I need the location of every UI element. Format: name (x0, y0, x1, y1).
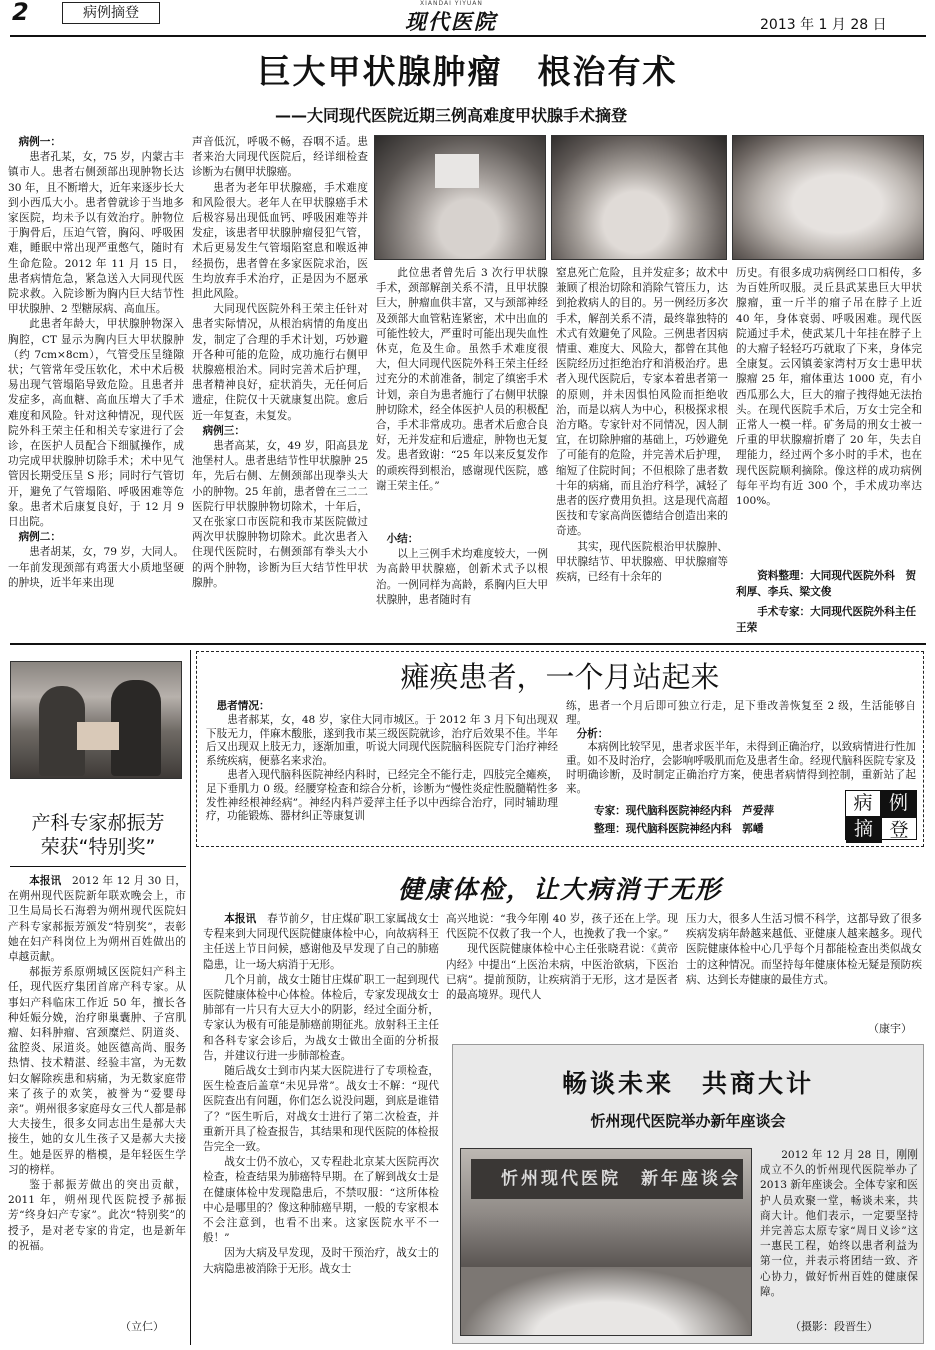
lead-column-5 (736, 266, 922, 566)
dateline: 本报讯 (29, 875, 62, 887)
forum-banner-text-2: 新年座谈会 (641, 1169, 741, 1189)
forum-body-text: 2012 年 12 月 28 日，刚刚成立不久的忻州现代医院举办了 2013 新年座谈会。全体专家和医护人员欢聚一堂，畅谈未来，共商大计。他们表示，一定要坚持并完善忘太原专家“周日义诊”这一惠民工程，始终以患者利益为第一位，并表示将团结一致、齐心协力，做好忻州百姓的健康保障。 (760, 1149, 918, 1298)
paralysis-right-column (566, 700, 916, 800)
paragraph (203, 912, 439, 973)
forum-photo (460, 1148, 752, 1336)
case-stamp-char-3: 摘 (846, 817, 881, 843)
forum-title: 畅谈未来 共商大计 (561, 1069, 814, 1098)
checkup-column-3 (686, 912, 922, 1012)
subheading: 病例二： (18, 531, 61, 544)
subheading: 病例三： (202, 424, 245, 437)
paragraph: 此位患者曾先后 3 次行甲状腺手术，颈部解剖关系不清，且甲状腺巨大，肿瘤血供丰富，又与颈部神经及颈部大血管粘连紧密，术中出血的可能性较大，严重时可能出现失血性休克，危及生命。虽然手术难度很大，但大同现代医院外科王荣主任经过充分的术前准备，制定了缜密手术计划，亲自为患者施行了右侧甲状腺肿切除术，经全体医护人员的积极配合，手术非常成功。患者术后愈合良好，无并发症和后遗症，肿物也无复发。患者致谢：“25 年以来反复发作的顽疾得到根治，感谢现代医院，感谢王荣主任。” (376, 267, 548, 492)
forum-banner-text: 忻州现代医院 (501, 1169, 621, 1189)
paragraph: 其实，现代医院根治甲状腺肿、甲状腺结节、甲状腺癌、甲状腺瘤等疾病，已经有十余年的 (556, 540, 728, 584)
paragraph: 患者为老年甲状腺癌，手术难度和风险很大。老年人在甲状腺癌手术后极容易出现低血钙、呼吸困难等并发症，该患者甲状腺肿瘤侵犯气管，术后更易发生气管塌陷窒息和喉返神经损伤，患者曾在多家医院求治，医生均放弃手术治疗，正是因为不愿承担此风险。 (192, 181, 368, 301)
checkup-column-1 (203, 912, 439, 1342)
lead-credit-1-value: 大同现代医院外科 贺利厚、李兵、梁文俊 (736, 570, 917, 598)
patient-photo-1 (374, 135, 546, 260)
section-tab (62, 2, 160, 24)
face-blur (435, 154, 479, 188)
award-title-line-1: 产科专家郝振芳 (31, 812, 165, 834)
case-stamp-char-1: 病 (846, 791, 881, 817)
paragraph: 几个月前，战女士随甘庄煤矿职工一起到现代医院健康体检中心体检。体检后，专家发现战女士肺部有一片只有大豆大小的阴影，经过全面分析，专家认为极有可能是肺癌前期征兆。放射科王主任和各科专家会诊后，为战女士做出全面的分析报告，并建议行进一步肺部检查。 (203, 973, 439, 1062)
paragraph: 患者孔某，女，75 岁，内蒙古丰镇市人。患者右侧颈部出现肿物长达 30 年，且不断增大，近年来逐步长大到小西瓜大小。患者曾就诊于当地多家医院，均未予以有效治疗。肿物位于胸骨后，压迫气管，胸闷、呼吸困难，睡眠中常出现严重憋气，随时有生命危险。2012 年 11 月 15 日，患者病情危急，紧急送入大同现代医院求救。入院诊断为胸内巨大结节性甲状腺肿、2 型糖尿病、高血压。 (8, 151, 184, 316)
forum-body (760, 1148, 918, 1313)
forum-subtitle: 忻州现代医院举办新年座谈会 (590, 1112, 786, 1130)
lead-credit-1-label: 资料整理： (757, 570, 811, 582)
paralysis-expert-label: 专家： (594, 805, 626, 817)
patient-photo-3 (732, 135, 924, 260)
paragraph: 此患者年龄大，甲状腺肿物深入胸腔，CT 显示为胸内巨大甲状腺肿（约 7cm×8cm），气管受压呈缝隙状；气管常年受压软化，术中术后极易出现气管塌陷导致危险。且患者并发症多，高血糖、高血压增大了手术难度和风险。针对这种情况，现代医院外科王荣主任和相关专家进行了会诊，在医护人员配合下细腻操作，成功完成甲状腺肿切除手术；术中见气管因长期受压呈 S 形；同时行气管切开，避免了气管塌陷、呼吸困难等危象。患者术后康复良好，于 12 月 9 日出院。 (8, 318, 184, 529)
lead-column-3 (376, 266, 548, 636)
patient-photo-2 (551, 135, 727, 260)
paragraph-text: 春节前夕，甘庄煤矿职工家属战女士专程来到大同现代医院健康体检中心，向故病科王主任送上节日问候，感谢他及早发现了自己的肺癌隐患，让一场大病消于无形。 (203, 913, 439, 971)
award-title-line-2: 荣获“特别奖” (40, 836, 156, 858)
paragraph: 练，患者一个月后即可独立行走，足下垂改善恢复至 2 级，生活能够自理。 (566, 700, 916, 726)
paragraph: 压力大，很多人生活习惯不科学，这都导致了很多疾病发病年龄越来越低、亚健康人越来越多。现代医院健康体检中心几乎每个月都能检查出类似战女士的这种情况。而坚持每年健康体检无疑是预防疾病、达到长寿健康的最佳方式。 (686, 913, 922, 986)
paragraph: 患者入现代脑科医院神经内科时，已经完全不能行走，四肢完全瘫痪，足下垂肌力 0 级。经腰穿检查和综合分析，诊断为“慢性炎症性脱髓鞘性多发性神经根神经病”。神经内科芦爱萍主任予以中西综合治疗，同时辅助理疗，功能锻炼、器材纠正等康复训 (206, 768, 558, 823)
lead-credit-2 (736, 604, 927, 636)
case-stamp-char-2: 例 (881, 791, 916, 817)
paragraph (8, 874, 186, 965)
subheading: 患者情况： (216, 700, 270, 712)
checkup-title: 健康体检，让大病消于无形 (397, 875, 722, 904)
spacer (376, 494, 548, 532)
award-certificate (77, 722, 119, 750)
paralysis-editor (594, 821, 764, 836)
case-stamp (845, 790, 917, 840)
paragraph: 声音低沉，呼吸不畅，吞咽不适。患者来治大同现代医院后，经详细检查诊断为右侧甲状腺癌。 (192, 136, 368, 179)
paragraph: 患者郝某，女，48 岁，家住大同市城区。于 2012 年 3 月下旬出现双下肢无力，伴麻木酸胀，遂到我市某三级医院就诊，治疗后效果不佳。半年后又出现双上肢无力，逐渐加重，听说大同现代医院脑科医院专门治疗神经系统疾病，便慕名来求治。 (206, 713, 558, 768)
lead-title: 巨大甲状腺肿瘤 根治有术 (257, 52, 678, 91)
lead-credit-1 (736, 568, 922, 600)
lead-column-2 (192, 135, 368, 635)
lead-column-4 (556, 266, 728, 636)
vertical-divider (190, 650, 191, 1345)
paragraph: 历史。有很多成功病例经口口相传，多为百姓所叹服。灵丘县武某患巨大甲状腺瘤，重一斤半的瘤子吊在脖子上近 40 年，身体衰弱、呼吸困难。现代医院通过手术，使武某几十年挂在脖子上的大瘤子轻轻巧巧就取了下来，身体完全康复。云冈镇姜家湾村万女士患甲状腺瘤 25 年，瘤体重达 1000 克，有小西瓜那么大，巨大的瘤子拽得她无法抬头。在现代医院手术后，万女士完全和正常人一模一样。矿务局的刑女士被一斤重的甲状腺瘤折磨了 20 年，失去自理能力，经过两个多小时的手术，也在现代医院顺利摘除。像这样的成功病例每年平均有近 300 个，手术成功率达 100%。 (736, 267, 922, 508)
subheading: 病例一： (18, 136, 61, 148)
case-stamp-char-4: 登 (881, 817, 916, 843)
lead-subtitle: ——大同现代医院近期三例高难度甲状腺手术摘登 (275, 106, 628, 125)
paragraph: 现代医院健康体检中心主任张晓君说：《黄帝内经》中提出“上医治未病，中医治欲病，下医治已病”。提前预防，让疾病消于无形，这才是医者的最高境界。现代人 (446, 943, 678, 1002)
paragraph: 本病例比较罕见，患者求医半年，未得到正确治疗，以致病情进行性加重。如不及时治疗，会影响呼吸肌而危及患者生命。经现代脑科医院专家及时明确诊断，及时制定正确治疗方案，使患者病情得到控制，重新站了起来。 (566, 741, 916, 795)
paralysis-expert-value: 现代脑科医院神经内科 芦爱萍 (625, 805, 775, 817)
paragraph: 以上三例手术均难度较大，一例为高龄甲状腺癌，创新术式予以根治。一例同样为高龄，系胸内巨大甲状腺肿，患者随时有 (376, 548, 548, 606)
award-divider (10, 866, 186, 867)
paragraph: 高兴地说：“我今年刚 40 岁，孩子还在上学。现代医院不仅救了我一个人，也挽救了我一个家。” (446, 913, 678, 941)
forum-banner (471, 1159, 743, 1199)
paragraph-text: 2012 年 12 月 30 日，在朔州现代医院新年联欢晚会上，市卫生局局长石海碧为朔州现代医院妇产科专家郝振芳颁发“特别奖”，表彰她在妇产科岗位上为朔州百姓做出的卓越贡献。 (8, 875, 186, 964)
paragraph: 大同现代医院外科王荣主任针对患者实际情况，从根治病情的角度出发，制定了合理的手术计划，巧妙避开各种可能的危险，成功施行右侧甲状腺癌根治术。同时完善术后护理，患者精神良好，症状消失，无任何后遗症，住院仅十天就康复出院。愈后近一年复查，未复发。 (192, 303, 368, 422)
paragraph: 因为大病及早发现，及时干预治疗，战女士的大病隐患被消除于无形。战女士 (203, 1247, 439, 1275)
paralysis-title: 瘫痪患者，一个月站起来 (400, 660, 720, 694)
paragraph: 窒息死亡危险，且并发症多；故术中兼顾了根治切除和消除气管压力，达到抢救病人的目的。另一例经历多次手术，解剖关系不清，最终靠独特的术式有效避免了风险。三例患者因病情重、难度大、风险大，都曾在其他医院经历过拒绝治疗和消极治疗。患者入现代医院后，专家本着患者第一的原则，并未因惧怕风险而拒绝收治，而是以病人为中心，积极探求根治方略。专家针对不同情况，因人制宜，在切除肿瘤的基础上，巧妙避免了可能有的危险，并完善术后护理，缩短了住院时间；不但根除了患者数十年的病痛，而且治疗科学，减轻了患者的医疗费用负担。这是现代高超医技和专家高尚医德结合创造出来的奇迹。 (556, 267, 728, 538)
page-number: 2 (12, 0, 29, 26)
lead-credit-2-value: 大同现代医院外科主任 王荣 (736, 606, 927, 634)
award-byline: （立仁） (120, 1320, 164, 1333)
dateline: 本报讯 (224, 913, 257, 925)
lead-credit-2-label: 手术专家： (757, 606, 811, 618)
paragraph: 患者高某，女，49 岁，阳高县龙池堡村人。患者患结节性甲状腺肿 25 年，先后右侧、左侧颈部出现拳头大小的肿物。25 年前，患者曾在三二二医院行甲状腺肿物切除术，十年后，又在张家口市医院和我市某医院做过两次甲状腺肿物切除术。此次患者入住现代医院时，右侧颈部有拳头大小的两个肿物，诊断为巨大结节性甲状腺肿。 (192, 440, 368, 589)
paralysis-left-column (206, 700, 558, 840)
paralysis-editor-label: 整理： (594, 823, 626, 835)
forum-photographer: （摄影：段晋生） (790, 1320, 878, 1333)
paper-name: 现代医院 (405, 9, 497, 34)
paralysis-expert (594, 803, 774, 818)
award-body (8, 874, 186, 1314)
section-tab-label: 病例摘登 (83, 5, 139, 21)
issue-date: 2013 年 1 月 28 日 (760, 17, 887, 33)
checkup-byline: （康宇） (868, 1022, 912, 1035)
subheading: 小结： (386, 533, 419, 546)
subheading: 分析： (576, 727, 609, 740)
paragraph: 战女士仍不放心，又专程赴北京某大医院再次检查，检查结果为肺癌特早期。在了解到战女士是在健康体检中发现隐患后，不禁叹服：“这所体检中心是哪里的？像这种肺癌早期，一般的专家根本不会注意到，也看不出来。这家医院水平不一般！” (203, 1156, 439, 1245)
checkup-column-2 (446, 912, 678, 1030)
paragraph: 患者胡某，女，79 岁，大同人。一年前发现颈部有鸡蛋大小质地坚硬的肿块，近半年来出现 (8, 546, 184, 589)
award-photo (10, 661, 182, 779)
paralysis-editor-value: 现代脑科医院神经内科 郭嶓 (625, 823, 764, 835)
masthead-rule (10, 35, 926, 37)
masthead-small-caption: XIANDAI YIYUAN (420, 0, 483, 7)
lead-column-1 (8, 135, 184, 635)
paragraph: 随后战女士到市内某大医院进行了专项检查，医生检查后盖章“未见异常”。战女士不解：“现代医院查出有问题，你们怎么说没问题，到底是谁错了？”医生听后，对战女士进行了第二次检查，并重新开具了检查报告，其结果和现代医院的体检报告完全一致。 (203, 1065, 439, 1154)
forum-table (461, 1267, 752, 1336)
paragraph: 鉴于郝振芳做出的突出贡献，2011 年，朔州现代医院授予郝振芳“终身妇产专家”。此次“特别奖”的授予，是对老专家的肯定，也是新年的祝福。 (8, 1179, 186, 1252)
paragraph: 郝振芳系原朔城区医院妇产科主任，现代医疗集团首席产科专家。从事妇产科临床工作近 50 年，擅长各种妊娠分娩，治疗卵巢囊肿、子宫肌瘤、妇科肿瘤、宫颈糜烂、阴道炎、盆腔炎、尿道炎。她医德高尚、服务热情、技术精湛、经验丰富，为无数妇女解除疾患和病痛，为无数家庭带来了孩子的欢笑，被誉为“爱婴母亲”。朔州很多家庭母女三代人都是郝大夫接生，很多女同志出生是郝大夫接生，她的女儿生孩子又是郝大夫接生。她是医界的楷模，是年轻医生学习的榜样。 (8, 966, 186, 1176)
lead-bottom-rule (10, 643, 926, 645)
